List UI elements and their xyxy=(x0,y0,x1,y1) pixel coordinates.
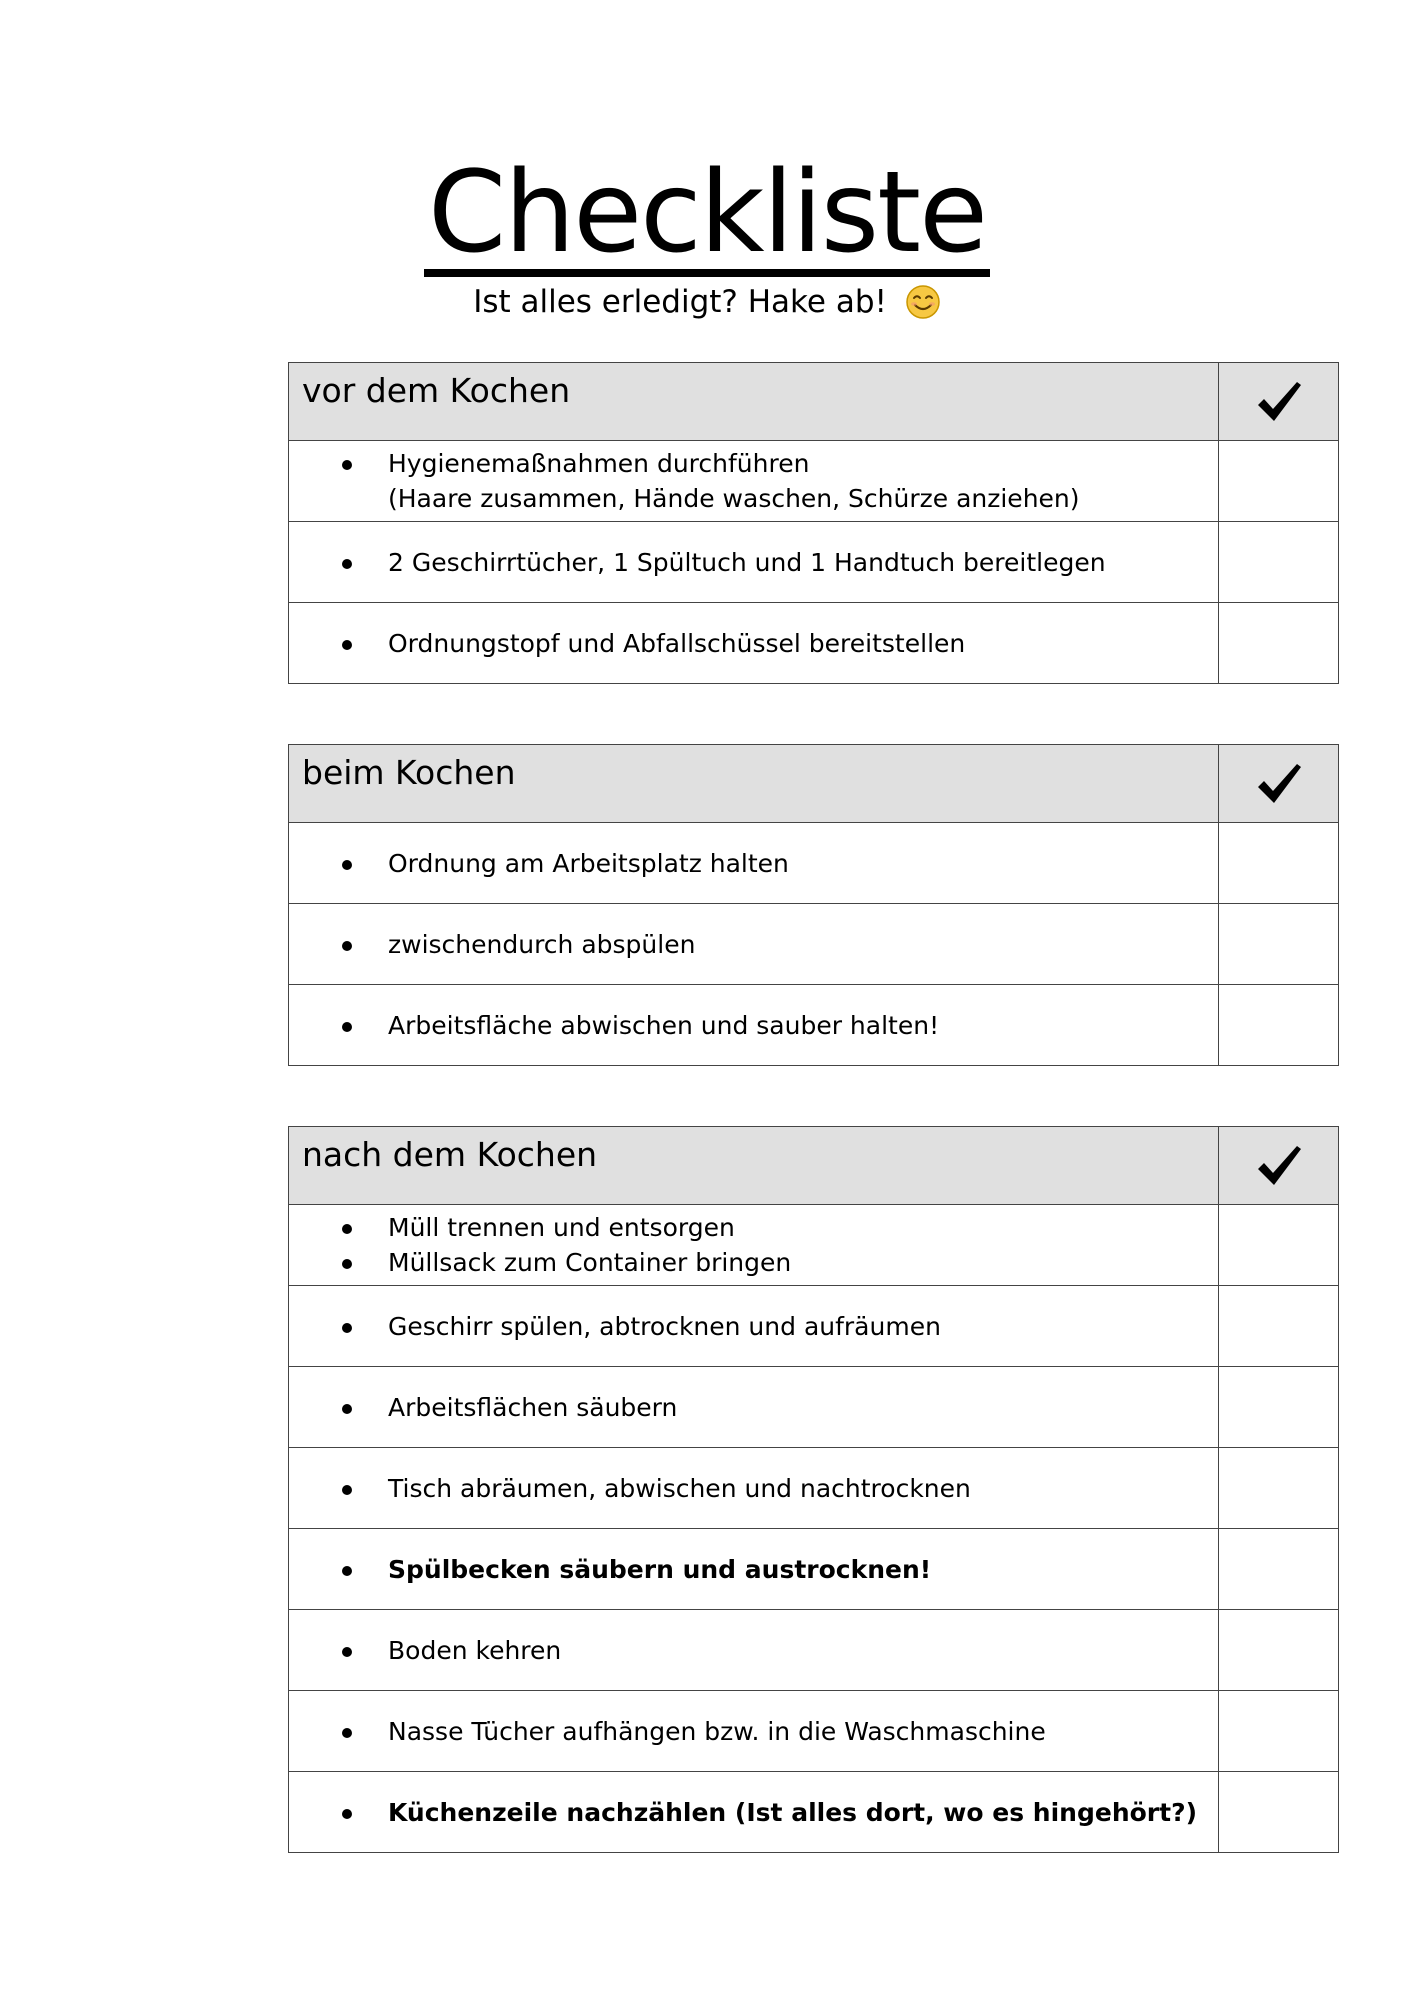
checklist-item-text xyxy=(289,1610,1219,1691)
checkbox-cell[interactable] xyxy=(1219,522,1339,603)
smiley-face-icon xyxy=(905,284,941,320)
bullet-item-line: Spülbecken säubern und austrocknen! xyxy=(289,1552,1218,1587)
checklist-item-text xyxy=(289,1448,1219,1529)
checklist-item-row xyxy=(289,1772,1339,1853)
section-header-row xyxy=(289,363,1339,441)
checkbox-cell[interactable] xyxy=(1219,904,1339,985)
checklist-section xyxy=(288,1126,1339,1853)
checklist-item-row xyxy=(289,441,1339,522)
checkmark-icon xyxy=(1255,1143,1303,1189)
checkbox-cell[interactable] xyxy=(1219,1610,1339,1691)
bullet-item-line: Boden kehren xyxy=(289,1633,1218,1668)
checklist-item-text xyxy=(289,1691,1219,1772)
bullet-item-line: Geschirr spülen, abtrocknen und aufräumen xyxy=(289,1309,1218,1344)
checkbox-cell[interactable] xyxy=(1219,1367,1339,1448)
checklist-item-row xyxy=(289,1448,1339,1529)
checklist-item-row xyxy=(289,1529,1339,1610)
bullet-item-line: Müllsack zum Container bringen xyxy=(289,1245,1218,1280)
bullet-item-line: Küchenzeile nachzählen (Ist alles dort, wo es hingehört?) xyxy=(289,1795,1218,1830)
checklist-item-row xyxy=(289,1610,1339,1691)
checkmark-icon xyxy=(1255,761,1303,807)
checklist-item-text xyxy=(289,904,1219,985)
checkbox-cell[interactable] xyxy=(1219,1691,1339,1772)
checklist-item-text xyxy=(289,985,1219,1066)
checkbox-cell[interactable] xyxy=(1219,441,1339,522)
checklist-section xyxy=(288,362,1339,684)
check-column-header xyxy=(1219,1127,1339,1205)
checkbox-cell[interactable] xyxy=(1219,1448,1339,1529)
check-column-header xyxy=(1219,363,1339,441)
bullet-item-line: Arbeitsfläche abwischen und sauber halten! xyxy=(289,1008,1218,1043)
checkbox-cell[interactable] xyxy=(1219,1286,1339,1367)
checklist-item-text xyxy=(289,1367,1219,1448)
checklist-item-row xyxy=(289,985,1339,1066)
checklist-item-text xyxy=(289,1205,1219,1286)
checkbox-cell[interactable] xyxy=(1219,985,1339,1066)
section-heading: nach dem Kochen xyxy=(289,1127,1219,1205)
checklist-item-row xyxy=(289,1691,1339,1772)
page-subtitle-text: Ist alles erledigt? Hake ab! xyxy=(473,284,887,320)
page-title-text: Checkliste xyxy=(424,157,990,277)
checklist-item-row xyxy=(289,823,1339,904)
checklist-item-row xyxy=(289,522,1339,603)
checkmark-icon xyxy=(1255,379,1303,425)
checkbox-cell[interactable] xyxy=(1219,1772,1339,1853)
checklist-item-text xyxy=(289,1772,1219,1853)
bullet-item-line: Tisch abräumen, abwischen und nachtrocknen xyxy=(289,1471,1218,1506)
checkbox-cell[interactable] xyxy=(1219,1529,1339,1610)
checklist-item-text xyxy=(289,603,1219,684)
checklist-item-text xyxy=(289,1529,1219,1610)
checklist-item-row xyxy=(289,1286,1339,1367)
check-column-header xyxy=(1219,745,1339,823)
checklist-item-text xyxy=(289,441,1219,522)
section-heading: beim Kochen xyxy=(289,745,1219,823)
bullet-item-line: zwischendurch abspülen xyxy=(289,927,1218,962)
bullet-item-line: Ordnung am Arbeitsplatz halten xyxy=(289,846,1218,881)
checklist-item-text xyxy=(289,823,1219,904)
bullet-item-line: Ordnungstopf und Abfallschüssel bereitstellen xyxy=(289,626,1218,661)
checkbox-cell[interactable] xyxy=(1219,823,1339,904)
checklist-item-text xyxy=(289,1286,1219,1367)
bullet-item-line: 2 Geschirrtücher, 1 Spültuch und 1 Handtuch bereitlegen xyxy=(289,545,1218,580)
checklist-section xyxy=(288,744,1339,1066)
page-subtitle xyxy=(0,282,1414,322)
checklist-item-row xyxy=(289,603,1339,684)
section-header-row xyxy=(289,745,1339,823)
bullet-item-line: Müll trennen und entsorgen xyxy=(289,1210,1218,1245)
page-title xyxy=(0,148,1414,278)
item-detail-line: (Haare zusammen, Hände waschen, Schürze anziehen) xyxy=(388,484,1080,513)
bullet-item-line: Arbeitsflächen säubern xyxy=(289,1390,1218,1425)
checklist-item-row xyxy=(289,904,1339,985)
section-heading: vor dem Kochen xyxy=(289,363,1219,441)
section-header-row xyxy=(289,1127,1339,1205)
checklist-item-row xyxy=(289,1367,1339,1448)
checkbox-cell[interactable] xyxy=(1219,1205,1339,1286)
bullet-item-line: Nasse Tücher aufhängen bzw. in die Waschmaschine xyxy=(289,1714,1218,1749)
checklist-item-text xyxy=(289,522,1219,603)
checkbox-cell[interactable] xyxy=(1219,603,1339,684)
bullet-item-line: Hygienemaßnahmen durchführen xyxy=(289,446,1218,481)
checklist-item-row xyxy=(289,1205,1339,1286)
